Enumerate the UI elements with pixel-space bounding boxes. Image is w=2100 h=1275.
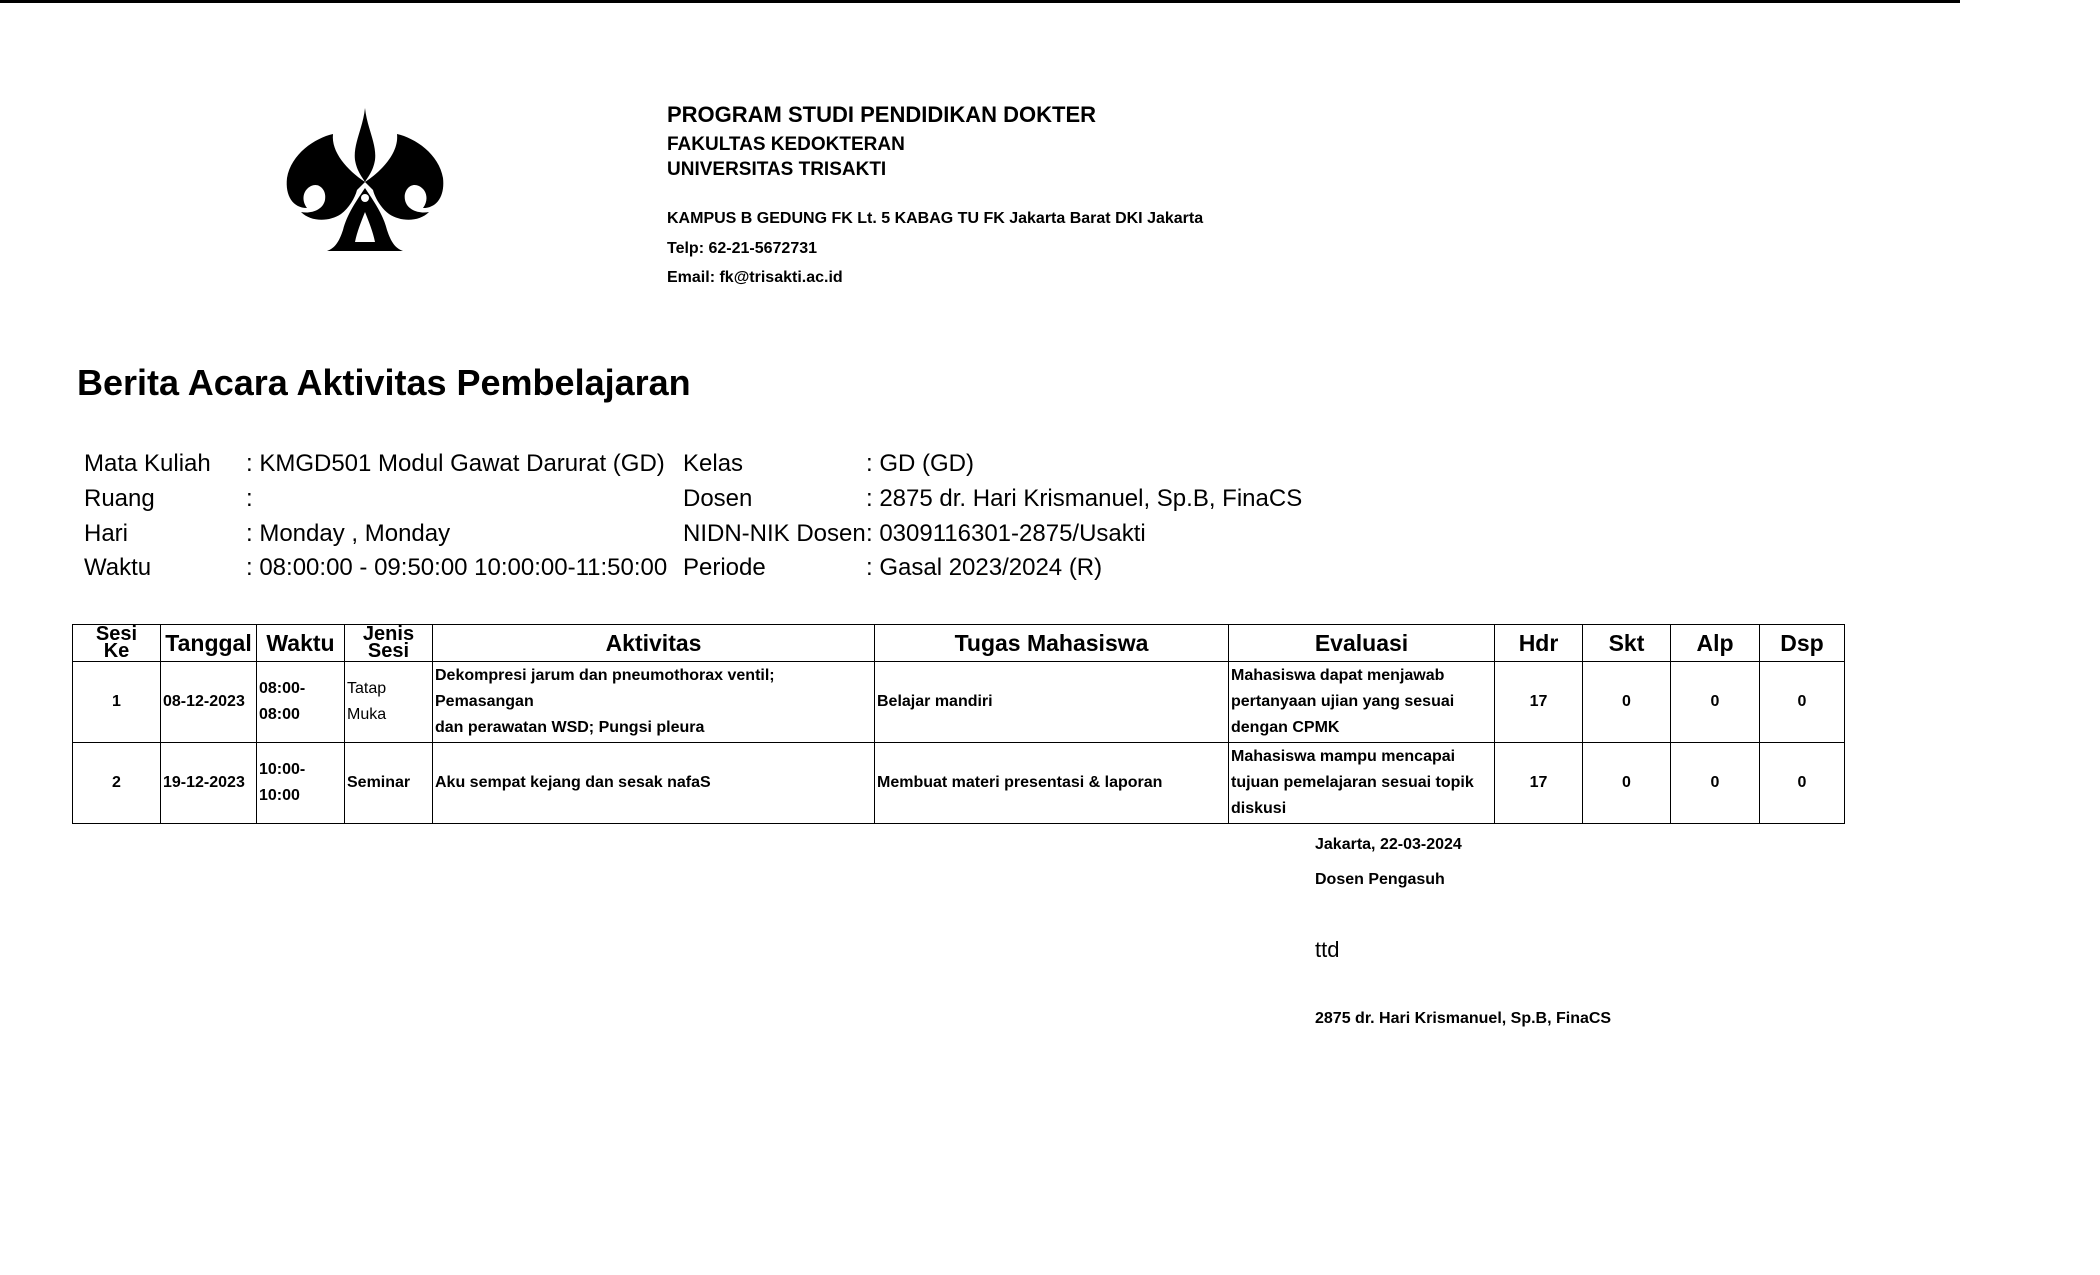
signature-ttd: ttd	[1315, 937, 1340, 962]
cell-aktivitas: Aku sempat kejang dan sesak nafaS	[433, 743, 875, 824]
cell-tugas: Membuat materi presentasi & laporan	[875, 743, 1229, 824]
col-tanggal: Tanggal	[161, 625, 257, 662]
cell-alp: 0	[1671, 662, 1760, 743]
cell-sesi: 2	[73, 743, 161, 824]
col-tugas: Tugas Mahasiswa	[875, 625, 1229, 662]
cell-hdr: 17	[1495, 743, 1583, 824]
cell-aktivitas: Dekompresi jarum dan pneumothorax ventil; Pemasangan dan perawatan WSD; Pungsi pleura	[433, 662, 875, 743]
signature-name: 2875 dr. Hari Krismanuel, Sp.B, FinaCS	[1315, 1010, 1612, 1027]
phone-number: Telp: 62-21-5672731	[667, 240, 818, 257]
cell-dsp: 0	[1760, 662, 1845, 743]
col-sesi-ke: Sesi Ke	[73, 625, 161, 662]
cell-jenis: Seminar	[345, 743, 433, 824]
signature-place-date: Jakarta, 22-03-2024	[1315, 836, 1462, 853]
periode-value: : Gasal 2023/2024 (R)	[866, 554, 1103, 581]
cell-skt: 0	[1583, 662, 1671, 743]
col-waktu: Waktu	[257, 625, 345, 662]
table-row	[73, 662, 1845, 743]
cell-hdr: 17	[1495, 662, 1583, 743]
col-evaluasi: Evaluasi	[1229, 625, 1495, 662]
hari-label: Hari	[84, 520, 129, 547]
hari-value: : Monday , Monday	[246, 520, 451, 547]
col-aktivitas: Aktivitas	[433, 625, 875, 662]
campus-address: KAMPUS B GEDUNG FK Lt. 5 KABAG TU FK Jakarta Barat DKI Jakarta	[667, 210, 1204, 227]
trisakti-logo-icon	[285, 108, 445, 251]
cell-tanggal: 08-12-2023	[161, 662, 257, 743]
ruang-label: Ruang	[84, 485, 155, 512]
col-skt: Skt	[1583, 625, 1671, 662]
cell-skt: 0	[1583, 743, 1671, 824]
kelas-value: : GD (GD)	[866, 450, 974, 477]
faculty-name: FAKULTAS KEDOKTERAN	[667, 134, 905, 155]
periode-label: Periode	[683, 554, 766, 581]
cell-evaluasi: Mahasiswa dapat menjawab pertanyaan ujian yang sesuai dengan CPMK	[1229, 662, 1495, 743]
cell-waktu: 08:00- 08:00	[257, 662, 345, 743]
mata-kuliah-label: Mata Kuliah	[84, 450, 211, 477]
dosen-label: Dosen	[683, 485, 753, 512]
nidn-label: NIDN-NIK Dosen	[683, 520, 866, 547]
dosen-value: : 2875 dr. Hari Krismanuel, Sp.B, FinaCS	[866, 485, 1303, 512]
col-jenis-sesi: Jenis Sesi	[345, 625, 433, 662]
cell-waktu: 10:00- 10:00	[257, 743, 345, 824]
cell-evaluasi: Mahasiswa mampu mencapai tujuan pemelajaran sesuai topik diskusi	[1229, 743, 1495, 824]
mata-kuliah-value: : KMGD501 Modul Gawat Darurat (GD)	[246, 450, 665, 477]
col-hdr: Hdr	[1495, 625, 1583, 662]
cell-tanggal: 19-12-2023	[161, 743, 257, 824]
ruang-value: :	[246, 485, 253, 512]
table-header-row	[73, 625, 1845, 662]
kelas-label: Kelas	[683, 450, 744, 477]
col-alp: Alp	[1671, 625, 1760, 662]
waktu-label: Waktu	[84, 554, 152, 581]
university-name: UNIVERSITAS TRISAKTI	[667, 159, 887, 180]
header-divider	[0, 0, 1960, 3]
signature-role: Dosen Pengasuh	[1315, 871, 1445, 888]
sessions-table	[72, 624, 1845, 824]
cell-jenis: Tatap Muka	[345, 662, 433, 743]
cell-dsp: 0	[1760, 743, 1845, 824]
waktu-value: : 08:00:00 - 09:50:00 10:00:00-11:50:00	[246, 554, 668, 581]
table-row	[73, 743, 1845, 824]
nidn-value: : 0309116301-2875/Usakti	[866, 520, 1146, 547]
email-address: Email: fk@trisakti.ac.id	[667, 269, 843, 286]
col-dsp: Dsp	[1760, 625, 1845, 662]
cell-alp: 0	[1671, 743, 1760, 824]
program-name: PROGRAM STUDI PENDIDIKAN DOKTER	[667, 102, 1097, 127]
document-title: Berita Acara Aktivitas Pembelajaran	[77, 362, 691, 403]
cell-tugas: Belajar mandiri	[875, 662, 1229, 743]
cell-sesi: 1	[73, 662, 161, 743]
